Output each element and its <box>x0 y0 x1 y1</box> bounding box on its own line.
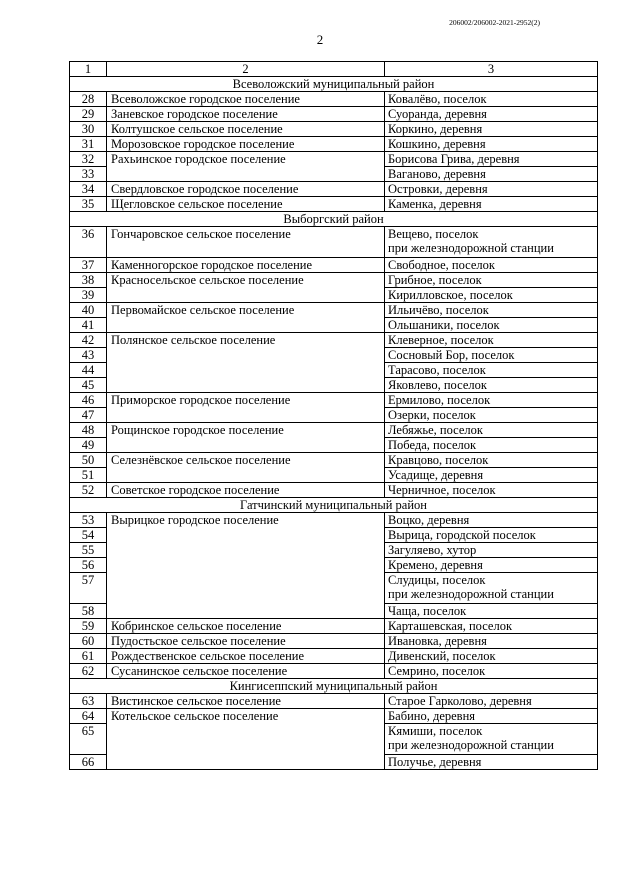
locality-cell <box>385 92 598 107</box>
locality-line: Вырица, городской поселок <box>388 528 536 542</box>
locality-line: Борисова Грива, деревня <box>388 152 520 166</box>
locality-line: Ильичёво, поселок <box>388 303 489 317</box>
locality-line: при железнодорожной станции <box>388 738 554 752</box>
table-row <box>70 122 598 137</box>
locality-line: Клеверное, поселок <box>388 333 494 347</box>
row-number: 40 <box>70 303 107 318</box>
table-row <box>70 258 598 273</box>
district-header-row <box>70 679 598 694</box>
locality-cell <box>385 137 598 152</box>
table-row <box>70 694 598 709</box>
table-row <box>70 634 598 649</box>
settlement-name: Селезнёвское сельское поселение <box>107 453 385 483</box>
settlement-name: Щегловское сельское поселение <box>107 197 385 212</box>
table-row <box>70 92 598 107</box>
locality-cell <box>385 468 598 483</box>
row-number: 41 <box>70 318 107 333</box>
table-row <box>70 649 598 664</box>
district-title: Кингисеппский муниципальный район <box>70 679 598 694</box>
locality-line: Воцко, деревня <box>388 513 470 527</box>
row-number: 29 <box>70 107 107 122</box>
row-number: 53 <box>70 513 107 528</box>
table-row <box>70 513 598 528</box>
row-number: 28 <box>70 92 107 107</box>
locality-line: Кирилловское, поселок <box>388 288 513 302</box>
settlement-name: Заневское городское поселение <box>107 107 385 122</box>
table-row <box>70 227 598 258</box>
settlement-name: Красносельское сельское поселение <box>107 273 385 303</box>
locality-line: Грибное, поселок <box>388 273 482 287</box>
table-row <box>70 664 598 679</box>
row-number: 64 <box>70 709 107 724</box>
locality-line: Сосновый Бор, поселок <box>388 348 515 362</box>
settlements-table <box>69 61 598 770</box>
locality-line: Карташевская, поселок <box>388 619 513 633</box>
row-number: 46 <box>70 393 107 408</box>
document-id: 206002/206002-2021-2952(2) <box>449 18 540 27</box>
locality-line: Каменка, деревня <box>388 197 482 211</box>
locality-cell <box>385 197 598 212</box>
locality-cell <box>385 227 598 258</box>
row-number: 37 <box>70 258 107 273</box>
locality-cell <box>385 348 598 363</box>
locality-line: Старое Гарколово, деревня <box>388 694 532 708</box>
locality-line: Загуляево, хутор <box>388 543 477 557</box>
locality-cell <box>385 273 598 288</box>
settlement-name: Вистинское сельское поселение <box>107 694 385 709</box>
settlement-name: Сусанинское сельское поселение <box>107 664 385 679</box>
district-header-row <box>70 498 598 513</box>
table-row <box>70 619 598 634</box>
locality-line: Слудицы, поселок <box>388 573 486 587</box>
settlement-name: Вырицкое городское поселение <box>107 513 385 619</box>
locality-cell <box>385 453 598 468</box>
settlement-name: Котельское сельское поселение <box>107 709 385 770</box>
locality-line: Кошкино, деревня <box>388 137 486 151</box>
locality-cell <box>385 483 598 498</box>
locality-line: Ваганово, деревня <box>388 167 486 181</box>
locality-cell <box>385 619 598 634</box>
table-row <box>70 393 598 408</box>
row-number: 31 <box>70 137 107 152</box>
locality-cell <box>385 167 598 182</box>
locality-cell <box>385 378 598 393</box>
district-title: Выборгский район <box>70 212 598 227</box>
locality-cell <box>385 558 598 573</box>
settlement-name: Полянское сельское поселение <box>107 333 385 393</box>
settlement-name: Приморское городское поселение <box>107 393 385 423</box>
settlement-name: Рахьинское городское поселение <box>107 152 385 182</box>
row-number: 45 <box>70 378 107 393</box>
row-number: 39 <box>70 288 107 303</box>
row-number: 36 <box>70 227 107 258</box>
locality-cell <box>385 288 598 303</box>
table-row <box>70 483 598 498</box>
settlement-name: Рощинское городское поселение <box>107 423 385 453</box>
row-number: 49 <box>70 438 107 453</box>
locality-cell <box>385 318 598 333</box>
locality-line: Тарасово, поселок <box>388 363 486 377</box>
row-number: 35 <box>70 197 107 212</box>
settlement-name: Рождественское сельское поселение <box>107 649 385 664</box>
locality-line: Получье, деревня <box>388 755 482 769</box>
table-row <box>70 182 598 197</box>
row-number: 44 <box>70 363 107 378</box>
district-title: Гатчинский муниципальный район <box>70 498 598 513</box>
column-number-row <box>70 62 598 77</box>
row-number: 30 <box>70 122 107 137</box>
table-row <box>70 453 598 468</box>
row-number: 66 <box>70 755 107 770</box>
settlement-name: Морозовское городское поселение <box>107 137 385 152</box>
row-number: 59 <box>70 619 107 634</box>
locality-cell <box>385 528 598 543</box>
locality-line: Островки, деревня <box>388 182 488 196</box>
locality-cell <box>385 333 598 348</box>
row-number: 47 <box>70 408 107 423</box>
locality-cell <box>385 755 598 770</box>
locality-line: Свободное, поселок <box>388 258 495 272</box>
column-number-2: 2 <box>107 62 385 77</box>
locality-line: Чаща, поселок <box>388 604 467 618</box>
locality-line: Бабино, деревня <box>388 709 476 723</box>
settlement-name: Каменногорское городское поселение <box>107 258 385 273</box>
settlements-table-body <box>70 62 598 770</box>
table-row <box>70 423 598 438</box>
row-number: 63 <box>70 694 107 709</box>
settlement-name: Пудостьское сельское поселение <box>107 634 385 649</box>
row-number: 62 <box>70 664 107 679</box>
locality-line: Черничное, поселок <box>388 483 496 497</box>
locality-line: Озерки, поселок <box>388 408 476 422</box>
table-row <box>70 197 598 212</box>
row-number: 56 <box>70 558 107 573</box>
locality-cell <box>385 513 598 528</box>
row-number: 51 <box>70 468 107 483</box>
column-number-1: 1 <box>70 62 107 77</box>
page-number: 2 <box>316 32 324 47</box>
locality-line: Кремено, деревня <box>388 558 483 572</box>
district-title: Всеволожский муниципальный район <box>70 77 598 92</box>
row-number: 42 <box>70 333 107 348</box>
row-number: 34 <box>70 182 107 197</box>
locality-line: при железнодорожной станции <box>388 241 554 255</box>
settlement-name: Всеволожское городское поселение <box>107 92 385 107</box>
locality-cell <box>385 107 598 122</box>
locality-line: Ковалёво, поселок <box>388 92 487 106</box>
row-number: 33 <box>70 167 107 182</box>
locality-line: Кямиши, поселок <box>388 724 483 738</box>
row-number: 55 <box>70 543 107 558</box>
settlement-name: Колтушское сельское поселение <box>107 122 385 137</box>
locality-line: Дивенский, поселок <box>388 649 496 663</box>
table-row <box>70 107 598 122</box>
locality-cell <box>385 152 598 167</box>
locality-cell <box>385 408 598 423</box>
settlement-name: Кобринское сельское поселение <box>107 619 385 634</box>
table-row <box>70 303 598 318</box>
row-number: 50 <box>70 453 107 468</box>
locality-cell <box>385 438 598 453</box>
locality-cell <box>385 664 598 679</box>
locality-line: Вещево, поселок <box>388 227 479 241</box>
locality-cell <box>385 182 598 197</box>
settlement-name: Свердловское городское поселение <box>107 182 385 197</box>
table-row <box>70 709 598 724</box>
row-number: 65 <box>70 724 107 755</box>
locality-line: Лебяжье, поселок <box>388 423 483 437</box>
row-number: 54 <box>70 528 107 543</box>
locality-line: Ивановка, деревня <box>388 634 487 648</box>
row-number: 38 <box>70 273 107 288</box>
row-number: 52 <box>70 483 107 498</box>
locality-cell <box>385 604 598 619</box>
locality-cell <box>385 694 598 709</box>
row-number: 60 <box>70 634 107 649</box>
locality-cell <box>385 258 598 273</box>
locality-cell <box>385 573 598 604</box>
locality-cell <box>385 709 598 724</box>
table-row <box>70 137 598 152</box>
locality-line: Ермилово, поселок <box>388 393 491 407</box>
row-number: 32 <box>70 152 107 167</box>
locality-cell <box>385 423 598 438</box>
locality-line: Усадище, деревня <box>388 468 484 482</box>
row-number: 58 <box>70 604 107 619</box>
table-row <box>70 333 598 348</box>
row-number: 48 <box>70 423 107 438</box>
locality-line: при железнодорожной станции <box>388 587 554 601</box>
settlement-name: Первомайское сельское поселение <box>107 303 385 333</box>
locality-line: Победа, поселок <box>388 438 477 452</box>
settlement-name: Советское городское поселение <box>107 483 385 498</box>
row-number: 61 <box>70 649 107 664</box>
locality-line: Кравцово, поселок <box>388 453 489 467</box>
row-number: 57 <box>70 573 107 604</box>
locality-line: Коркино, деревня <box>388 122 483 136</box>
table-row <box>70 273 598 288</box>
locality-cell <box>385 303 598 318</box>
locality-cell <box>385 393 598 408</box>
table-row <box>70 152 598 167</box>
locality-line: Семрино, поселок <box>388 664 486 678</box>
column-number-3: 3 <box>385 62 598 77</box>
locality-cell <box>385 363 598 378</box>
locality-cell <box>385 543 598 558</box>
locality-line: Яковлево, поселок <box>388 378 487 392</box>
locality-cell <box>385 634 598 649</box>
locality-cell <box>385 649 598 664</box>
locality-line: Ольшаники, поселок <box>388 318 500 332</box>
settlement-name: Гончаровское сельское поселение <box>107 227 385 258</box>
locality-line: Суоранда, деревня <box>388 107 487 121</box>
locality-cell <box>385 122 598 137</box>
district-header-row <box>70 77 598 92</box>
locality-cell <box>385 724 598 755</box>
district-header-row <box>70 212 598 227</box>
row-number: 43 <box>70 348 107 363</box>
